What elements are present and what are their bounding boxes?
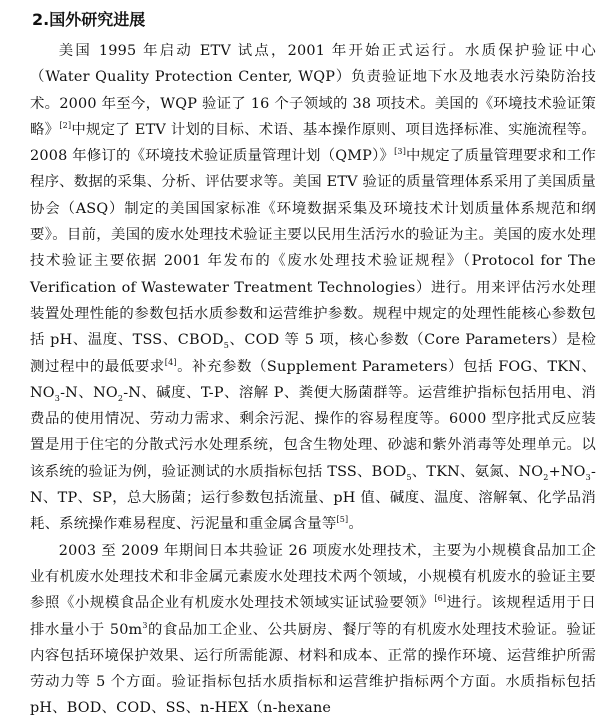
text-run: -N、TP、SP，总大肠菌；运行参数包括流量、pH 值、碱度、温度、溶解氧、化学品消耗、系统操作难易程度、污泥量和重金属含量等 (30, 463, 596, 533)
text-run: 。补充参数（Supplement Parameters）包括 FOG、TKN、NO (30, 358, 596, 401)
text-run: 2003 至 2009 年期间日本共验证 26 项废水处理技术，主要为小规模食品加工企业有机废水处理技术和非金属元素废水处理技术两个领域，小规模有机废水的验证主要参照《小规模食品企业有机废水处理技术领域实证试验要领》 (30, 542, 596, 612)
citation-superscript: [3] (394, 147, 407, 157)
text-run: +NO (548, 463, 586, 480)
subscript: 3 (54, 393, 61, 403)
subscript: 2 (117, 393, 124, 403)
text-run: 、COD 等 5 项，核心参数（Core Parameters）是检测过程中的最低要求 (30, 332, 596, 375)
citation-superscript: [5] (336, 515, 349, 525)
citation-superscript: [6] (434, 594, 447, 604)
paragraph-us-etv (30, 38, 596, 538)
text-run: 中规定了 ETV 计划的目标、术语、基本操作原则、项目选择标准、实施流程等。2008 年修订的《环境技术验证质量管理计划（QMP）》 (30, 121, 597, 165)
text-run: 、TKN、氨氮、NO (411, 463, 544, 480)
text-run: -N、碱度、T-P、溶解 P、粪便大肠菌群等。运营维护指标包括用电、消费品的使用情况、劳动力需求、剩余污泥、操作的容易程度等。6000 型序批式反应装置是用于住宅的分散式污水处理系统，包含生物处理、砂滤和紫外消毒等处理单元。以该系统的验证为例，验证测试的水质指标包括 TSS、BOD (30, 384, 596, 480)
subscript: 2 (543, 472, 549, 482)
citation-superscript: [4] (164, 357, 177, 367)
paragraph-japan-etv (30, 538, 596, 722)
text-run: 。 (348, 516, 363, 533)
subscript: 5 (406, 472, 412, 482)
citation-superscript: 3 (142, 620, 148, 630)
text-run: 美国 1995 年启动 ETV 试点，2001 年开始正式运行。水质保护验证中心（Water Quality Protection Center, WQP）负责验证地下水及地表水污染防治技术。2000 年至今，WQP 验证了 16 个子领域的 38 项技术。美国的《环境技术验证策略》 (30, 43, 596, 138)
subscript: 5 (223, 341, 230, 351)
subscript: 3 (585, 472, 591, 482)
citation-superscript: [2] (59, 121, 72, 131)
text-run: -N、NO (60, 384, 118, 401)
text-run: 的食品加工企业、公共厨房、餐厅等的有机废水处理技术验证。验证内容包括环境保护效果、运行所需能源、材料和成本、正常的操作环境、运营维护所需劳动力等 5 个方面。验证指标包括水质指标和运营维护指标两个方面。水质指标包括 pH、BOD、COD、SS、n-HEX（n-hexane (30, 621, 596, 717)
text-run: 进行。该规程适用于日排水量小于 50m (30, 595, 596, 638)
section-heading: 2.国外研究进展 (32, 10, 146, 29)
text-run: 中规定了质量管理要求和工作程序、数据的采集、分析、评估要求等。美国 ETV 验证的质量管理体系采用了美国质量协会（ASQ）制定的美国国家标准《环境数据采集及环境技术计划质量体系规范和纲要》。目前，美国的废水处理技术验证主要以民用生活污水的验证为主。美国的废水处理技术验证主要依据 2001 年发布的《废水处理技术验证规程》（Protocol for The Verification of Wastewater Treatment Technologies）进行。用来评估污水处理装置处理性能的参数包括水质参数和运营维护参数。规程中规定的处理性能核心参数包括 pH、温度、TSS、CBOD (30, 148, 596, 349)
